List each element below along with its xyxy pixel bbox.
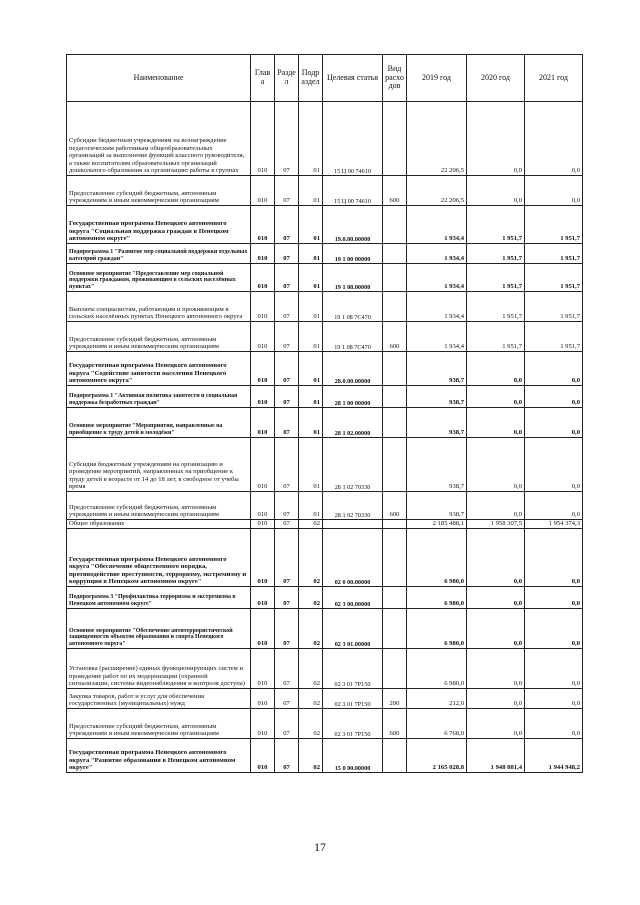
row-target: 19 1 08.00000 [323, 264, 383, 292]
header-2019: 2019 год [407, 55, 467, 102]
table-row [67, 264, 583, 292]
row-2019: 6 980,0 [407, 587, 467, 609]
header-2021: 2021 год [525, 55, 583, 102]
row-glava: 010 [251, 529, 275, 587]
row-razdel: 07 [275, 386, 299, 408]
row-podrazdel: 01 [299, 102, 323, 176]
row-target: 19 1 00 00000 [323, 244, 383, 264]
row-vid [383, 386, 407, 408]
row-vid [383, 244, 407, 264]
row-2021: 1 954 374,3 [525, 520, 583, 529]
row-glava: 010 [251, 206, 275, 244]
row-2020: 1 951,7 [467, 206, 525, 244]
row-vid [383, 520, 407, 529]
row-name: Подпрограмма 1 "Активная политика занятости и социальная поддержка безработных граждан" [67, 386, 251, 408]
row-2020: 0,0 [467, 438, 525, 492]
row-podrazdel: 01 [299, 206, 323, 244]
row-podrazdel: 01 [299, 264, 323, 292]
row-2020: 0,0 [467, 649, 525, 689]
row-podrazdel: 01 [299, 176, 323, 206]
row-2021: 0,0 [525, 709, 583, 739]
row-vid [383, 102, 407, 176]
row-glava: 010 [251, 244, 275, 264]
row-2021: 1 944 948,2 [525, 739, 583, 773]
row-2019: 6 980,0 [407, 529, 467, 587]
row-2019: 1 934,4 [407, 264, 467, 292]
row-name: Государственная программа Ненецкого автономного округа "Развитие образования в Ненецком автономном округе" [67, 739, 251, 773]
table-row [67, 609, 583, 649]
row-name: Предоставление субсидий бюджетным, автономным учреждениям и иным некоммерческим организациям [67, 176, 251, 206]
header-name: Наименование [67, 55, 251, 102]
row-podrazdel: 01 [299, 244, 323, 264]
row-vid [383, 609, 407, 649]
row-razdel: 07 [275, 176, 299, 206]
row-podrazdel: 02 [299, 587, 323, 609]
row-2019: 2 165 028,8 [407, 739, 467, 773]
row-2021: 1 951,7 [525, 244, 583, 264]
row-target: 15 0 00.00000 [323, 739, 383, 773]
row-glava: 010 [251, 492, 275, 520]
row-vid [383, 264, 407, 292]
table-row [67, 408, 583, 438]
table-row [67, 739, 583, 773]
row-2021: 0,0 [525, 386, 583, 408]
row-vid: 600 [383, 322, 407, 352]
row-2019: 938,7 [407, 408, 467, 438]
row-vid: 600 [383, 176, 407, 206]
row-glava: 010 [251, 176, 275, 206]
row-2020: 1 951,7 [467, 292, 525, 322]
row-vid [383, 408, 407, 438]
row-podrazdel: 01 [299, 292, 323, 322]
row-2020: 1 958 307,5 [467, 520, 525, 529]
row-razdel: 07 [275, 689, 299, 709]
header-razdel: Разде л [275, 55, 299, 102]
row-2020: 0,0 [467, 352, 525, 386]
row-razdel: 07 [275, 408, 299, 438]
row-target: 15 Ц 00 74610 [323, 102, 383, 176]
row-glava: 010 [251, 438, 275, 492]
header-target: Целевая статья [323, 55, 383, 102]
row-glava: 010 [251, 609, 275, 649]
row-razdel: 07 [275, 438, 299, 492]
row-glava: 010 [251, 520, 275, 529]
row-2021: 0,0 [525, 529, 583, 587]
row-vid [383, 649, 407, 689]
row-podrazdel: 02 [299, 520, 323, 529]
row-razdel: 07 [275, 709, 299, 739]
row-2019: 6 980,0 [407, 609, 467, 649]
row-vid: 600 [383, 709, 407, 739]
row-2021: 0,0 [525, 649, 583, 689]
row-razdel: 07 [275, 520, 299, 529]
row-razdel: 07 [275, 264, 299, 292]
row-razdel: 07 [275, 322, 299, 352]
row-razdel: 07 [275, 492, 299, 520]
row-2021: 1 951,7 [525, 206, 583, 244]
row-name: Субсидия бюджетным учреждениям на организацию и проведение мероприятий, направленных на приобщение к труду детей в возрасте от 14 до 18 лет, в свободное от учебы время [67, 438, 251, 492]
row-2019: 22 206,5 [407, 176, 467, 206]
row-2019: 1 934,4 [407, 292, 467, 322]
row-2020: 1 948 881,4 [467, 739, 525, 773]
row-podrazdel: 02 [299, 649, 323, 689]
row-2021: 0,0 [525, 689, 583, 709]
row-2019: 6 980,0 [407, 649, 467, 689]
row-vid [383, 739, 407, 773]
table-row [67, 587, 583, 609]
row-2021: 0,0 [525, 587, 583, 609]
header-glava: Глав а [251, 55, 275, 102]
row-glava: 010 [251, 102, 275, 176]
table-row [67, 529, 583, 587]
row-2021: 0,0 [525, 176, 583, 206]
row-name: Субсидии бюджетным учреждениям на вознаграждение педагогическим работникам общеобразовательных организаций за выполнение функций классного руководителя, а также воспитателям образовательных организаций дошкольного образования за организацию работы в группах [67, 102, 251, 176]
row-name: Основное мероприятие "Предоставление мер социальной поддержки гражданам, проживающим в сельских населённых пунктах" [67, 264, 251, 292]
row-razdel: 07 [275, 739, 299, 773]
header-podrazdel: Подр аздел [299, 55, 323, 102]
row-target: 28 1 02 70330 [323, 438, 383, 492]
row-glava: 010 [251, 386, 275, 408]
row-glava: 010 [251, 709, 275, 739]
row-2021: 0,0 [525, 492, 583, 520]
row-name: Общее образование [67, 520, 251, 529]
row-podrazdel: 01 [299, 322, 323, 352]
table-row [67, 649, 583, 689]
row-podrazdel: 01 [299, 386, 323, 408]
row-2019: 1 934,4 [407, 322, 467, 352]
row-2021: 0,0 [525, 102, 583, 176]
row-vid [383, 352, 407, 386]
row-2020: 0,0 [467, 176, 525, 206]
row-vid [383, 206, 407, 244]
row-2020: 1 951,7 [467, 264, 525, 292]
row-glava: 010 [251, 739, 275, 773]
row-2019: 22 206,5 [407, 102, 467, 176]
budget-table [66, 54, 583, 773]
row-2019: 1 934,4 [407, 206, 467, 244]
row-2020: 1 951,7 [467, 322, 525, 352]
row-name: Основное мероприятие "Мероприятия, направленные на приобщение к труду детей и молодёжи" [67, 408, 251, 438]
row-razdel: 07 [275, 587, 299, 609]
row-target: 19 1 08 7С470 [323, 292, 383, 322]
row-name: Выплаты специалистам, работающим и проживающим в сельских населённых пунктах Ненецкого автономного округа [67, 292, 251, 322]
row-2021: 1 951,7 [525, 264, 583, 292]
row-podrazdel: 02 [299, 689, 323, 709]
row-2019: 212,0 [407, 689, 467, 709]
row-name: Установка (расширение) единых функционирующих систем и проведение работ по их модернизации (охранной сигнализации, системы видеонаблюдения и контроля доступа) [67, 649, 251, 689]
row-2019: 6 768,0 [407, 709, 467, 739]
row-podrazdel: 02 [299, 709, 323, 739]
row-2019: 938,7 [407, 352, 467, 386]
row-target: 28.0.00.00000 [323, 352, 383, 386]
row-2019: 2 185 488,1 [407, 520, 467, 529]
row-2020: 0,0 [467, 529, 525, 587]
row-razdel: 07 [275, 609, 299, 649]
row-vid: 600 [383, 492, 407, 520]
table-row [67, 292, 583, 322]
row-name: Закупка товаров, работ и услуг для обеспечения государственных (муниципальных) нужд [67, 689, 251, 709]
row-podrazdel: 01 [299, 492, 323, 520]
row-target: 15 Ц 00 74610 [323, 176, 383, 206]
row-2019: 1 934,4 [407, 244, 467, 264]
table-row [67, 709, 583, 739]
row-podrazdel: 02 [299, 739, 323, 773]
row-glava: 010 [251, 587, 275, 609]
row-2020: 0,0 [467, 408, 525, 438]
row-2021: 0,0 [525, 408, 583, 438]
table-row [67, 689, 583, 709]
row-2020: 0,0 [467, 386, 525, 408]
row-razdel: 07 [275, 102, 299, 176]
table-row [67, 352, 583, 386]
row-target: 02 0 00.00000 [323, 529, 383, 587]
row-2019: 938,7 [407, 386, 467, 408]
row-2021: 0,0 [525, 352, 583, 386]
row-razdel: 07 [275, 529, 299, 587]
row-2020: 0,0 [467, 492, 525, 520]
row-vid [383, 292, 407, 322]
table-row [67, 206, 583, 244]
row-glava: 010 [251, 649, 275, 689]
row-target: 28 1 02.00000 [323, 408, 383, 438]
row-2021: 1 951,7 [525, 322, 583, 352]
row-razdel: 07 [275, 244, 299, 264]
row-2020: 1 951,7 [467, 244, 525, 264]
table-row [67, 322, 583, 352]
row-2021: 1 951,7 [525, 292, 583, 322]
table-row [67, 102, 583, 176]
row-name: Государственная программа Ненецкого автономного округа "Содействие занятости населения Ненецкого автономного округа" [67, 352, 251, 386]
row-podrazdel: 01 [299, 438, 323, 492]
row-2019: 938,7 [407, 492, 467, 520]
row-target: 02 3 01.00000 [323, 609, 383, 649]
row-2020: 0,0 [467, 709, 525, 739]
row-2020: 0,0 [467, 689, 525, 709]
row-glava: 010 [251, 352, 275, 386]
row-2019: 938,7 [407, 438, 467, 492]
row-target: 19.0.00.00000 [323, 206, 383, 244]
row-vid [383, 438, 407, 492]
table-row [67, 492, 583, 520]
row-podrazdel: 02 [299, 609, 323, 649]
row-glava: 010 [251, 408, 275, 438]
table-row [67, 438, 583, 492]
table-row [67, 520, 583, 529]
row-razdel: 07 [275, 206, 299, 244]
row-glava: 010 [251, 322, 275, 352]
row-target: 02 3 01 7Р150 [323, 709, 383, 739]
row-glava: 010 [251, 264, 275, 292]
table-row [67, 176, 583, 206]
page-number: 17 [314, 840, 326, 854]
row-target: 19 1 08 7С470 [323, 322, 383, 352]
row-razdel: 07 [275, 649, 299, 689]
row-target: 02 3 01 7Р150 [323, 649, 383, 689]
row-target: 28 1 00 00000 [323, 386, 383, 408]
row-name: Предоставление субсидий бюджетным, автономным учреждениям и иным некоммерческим организациям [67, 709, 251, 739]
row-name: Государственная программа Ненецкого автономного округа "Обеспечение общественного порядка, противодействие преступности, терроризму, экстремизму и коррупции в Ненецком автономном округе" [67, 529, 251, 587]
row-podrazdel: 01 [299, 408, 323, 438]
header-2020: 2020 год [467, 55, 525, 102]
table-row [67, 244, 583, 264]
row-2020: 0,0 [467, 609, 525, 649]
row-2021: 0,0 [525, 438, 583, 492]
row-2020: 0,0 [467, 587, 525, 609]
row-glava: 010 [251, 689, 275, 709]
row-vid: 200 [383, 689, 407, 709]
row-glava: 010 [251, 292, 275, 322]
table-header-row [67, 55, 583, 102]
row-2020: 0,0 [467, 102, 525, 176]
row-vid [383, 587, 407, 609]
row-target: 28 1 02 70330 [323, 492, 383, 520]
row-target: 02 3 01 7Р150 [323, 689, 383, 709]
row-2021: 0,0 [525, 609, 583, 649]
header-vid: Вид расхо дов [383, 55, 407, 102]
row-podrazdel: 02 [299, 529, 323, 587]
row-name: Основное мероприятие "Обеспечение антитеррористической защищенности объектов образования и спорта Ненецкого автономного округа" [67, 609, 251, 649]
row-name: Предоставление субсидий бюджетным, автономным учреждениям и иным некоммерческим организациям [67, 492, 251, 520]
row-name: Государственная программа Ненецкого автономного округа "Социальная поддержка граждан в Ненецком автономном округе" [67, 206, 251, 244]
row-target [323, 520, 383, 529]
row-razdel: 07 [275, 352, 299, 386]
table-row [67, 386, 583, 408]
row-podrazdel: 01 [299, 352, 323, 386]
row-name: Подпрограмма 1 "Развитие мер социальной поддержки отдельных категорий граждан" [67, 244, 251, 264]
row-target: 02 3 00.00000 [323, 587, 383, 609]
row-razdel: 07 [275, 292, 299, 322]
row-name: Предоставление субсидий бюджетным, автономным учреждениям и иным некоммерческим организациям [67, 322, 251, 352]
row-name: Подпрограмма 3 "Профилактика терроризма и экстремизма в Ненецком автономном округе" [67, 587, 251, 609]
row-vid [383, 529, 407, 587]
